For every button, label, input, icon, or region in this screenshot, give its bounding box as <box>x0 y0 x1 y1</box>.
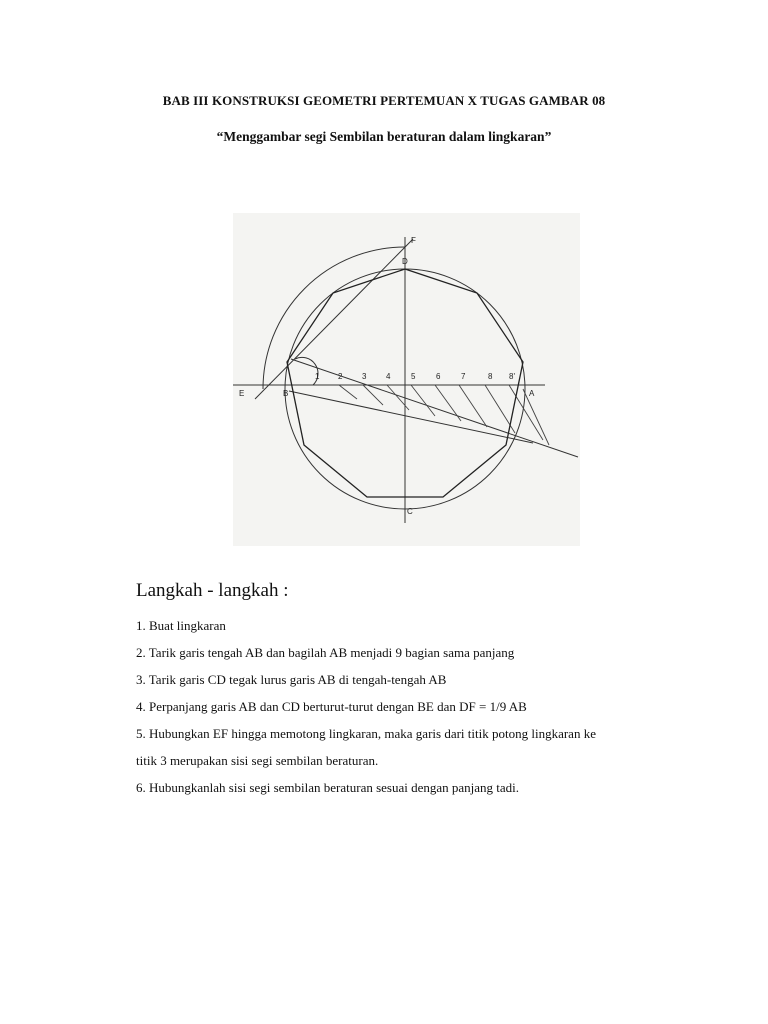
steps-heading: Langkah - langkah : <box>136 580 289 601</box>
document-subtitle: “Menggambar segi Sembilan beraturan dalam lingkaran” <box>216 129 552 144</box>
construction-figure <box>233 213 580 546</box>
document-title: BAB III KONSTRUKSI GEOMETRI PERTEMUAN X TUGAS GAMBAR 08 <box>162 93 606 108</box>
division-label: 1 <box>315 372 320 381</box>
step-item: 5. Hubungkan EF hingga memotong lingkaran, maka garis dari titik potong lingkaran ke <box>136 726 596 741</box>
division-label: 8' <box>509 372 515 381</box>
division-label: 4 <box>386 372 391 381</box>
division-label: 7 <box>461 372 466 381</box>
label-a: A <box>529 389 535 398</box>
step-item: 1. Buat lingkaran <box>136 618 226 633</box>
label-c: C <box>407 507 413 516</box>
step-item: 6. Hubungkanlah sisi segi sembilan beraturan sesuai dengan panjang tadi. <box>136 780 520 795</box>
steps-list <box>136 612 696 801</box>
label-b: B <box>283 389 289 398</box>
nonagon-construction-drawing <box>233 213 580 546</box>
auxiliary-line <box>291 359 578 457</box>
step-item: 4. Perpanjang garis AB dan CD berturut-turut dengan BE dan DF = 1/9 AB <box>136 699 527 714</box>
label-e: E <box>239 389 245 398</box>
division-base-line <box>289 391 533 443</box>
division-label: 8 <box>488 372 493 381</box>
division-label: 6 <box>436 372 441 381</box>
division-label: 5 <box>411 372 416 381</box>
step-item: 3. Tarik garis CD tegak lurus garis AB di tengah-tengah AB <box>136 672 447 687</box>
step-item: titik 3 merupakan sisi segi sembilan beraturan. <box>136 753 379 768</box>
division-label: 2 <box>338 372 343 381</box>
label-f: F <box>411 236 416 245</box>
step-item: 2. Tarik garis tengah AB dan bagilah AB menjadi 9 bagian sama panjang <box>136 645 515 660</box>
label-d: D <box>402 257 408 266</box>
division-label: 3 <box>362 372 367 381</box>
